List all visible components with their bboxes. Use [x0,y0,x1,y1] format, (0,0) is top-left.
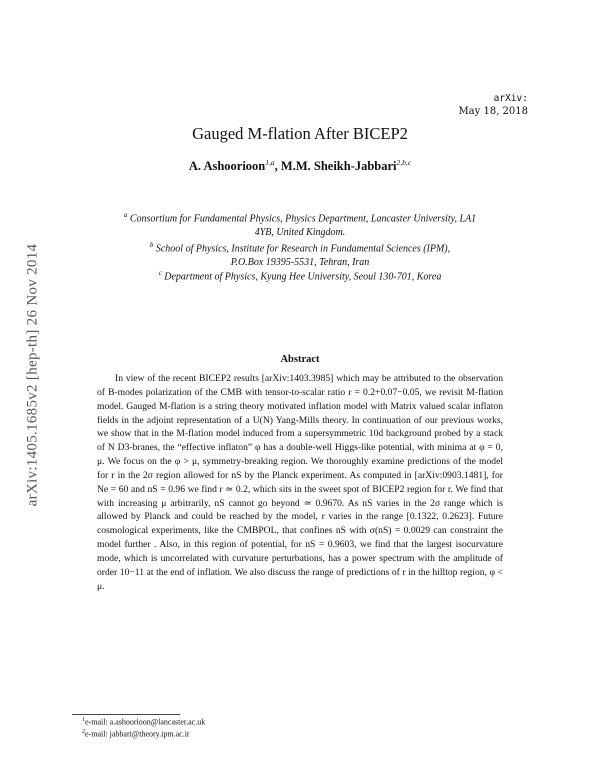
affiliation-line: Department of Physics, Kyung Hee University, Seoul 130-701, Korea [164,271,442,283]
abstract-heading: Abstract [280,354,320,365]
author-line: A. Ashoorioon$^{1,a}$, M.M. Sheikh-Jabbari$^{2,b,c}$ [188,158,412,174]
paper-title: Gauged M-flation After BICEP2 [192,124,408,143]
footnote-mark: 1 [82,717,85,723]
footnote-mark: 2 [82,729,85,735]
date-label: May 18, 2018 [458,106,528,117]
affiliation-a [60,208,540,240]
preprint-label: arXiv: [493,93,528,104]
footnote-2 [82,729,190,739]
author-name: A. Ashoorioon [188,159,266,174]
affiliation-mark: b [149,241,154,249]
footnote-text: e-mail: jabbari@theory.ipm.ac.ir [85,729,190,739]
affiliation-mark: c [158,269,162,277]
abstract-body: In view of the recent BICEP2 results [arXiv:1403.3985] which may be attributed to the observation of B-modes polarization of the CMB with tensor-to-scalar ratio r = 0.2+0.07−0.05, we revisit M-flation model. Gauged M-flation is a string theory motivated inflation model with Matrix valued scalar inflaton fields in the adjoint representation of a U(N) Yang-Mills theory. In continuation of our previous works, we show that in the M-flation model induced from a supersymmetric 10d background probed by a stack of N D3-branes, the “effective inflaton” φ has a double-well Higgs-like potential, with minima at φ = 0, μ. We focus on the φ > μ, symmetry-breaking region. We thoroughly examine predictions of the model for r in the 2σ region allowed for nS by the Planck experiment. As computed in [arXiv:0903.1481], for Ne = 60 and nS = 0.96 we find r ≃ 0.2, which sits in the sweet spot of BICEP2 region for r. We find that with increasing μ arbitrarily, nS cannot go beyond ≃ 0.9670. As nS varies in the 2σ range which is allowed by Planck and could be reached by the model, r varies in the range [0.1322, 0.2623]. Future cosmological experiments, like the CMBPOL, that confines nS with σ(nS) = 0.0029 can constraint the model further . Also, in this region of potential, for nS = 0.9603, we find that the largest isocurvature mode, which is uncorrelated with curvature perturbations, has a power spectrum with the amplitude of order 10−11 at the end of inflation. We also discuss the range of predictions of r in the hilltop region, φ < μ. [97,373,503,592]
affiliation-c [60,266,540,284]
affiliation-line: Consortium for Fundamental Physics, Physics Department, Lancaster University, LA1 [129,213,477,225]
footnote-text: e-mail: a.ashoorioon@lancaster.ac.uk [85,717,206,727]
author-mark: 1,a [265,158,275,167]
affiliation-line: 4YB, United Kingdom. [254,227,346,239]
footnote-rule [72,714,180,715]
affiliation-line: P.O.Box 19395-5531, Tehran, Iran [230,257,370,269]
footnote-1 [82,717,205,727]
arxiv-side-stamp [20,190,46,560]
affiliation-mark: a [123,211,128,219]
author-mark: 2,b,c [396,158,412,167]
arxiv-identifier: arXiv:1405.1685v2 [hep-th] 26 Nov 2014 [24,243,41,507]
affiliation-line: School of Physics, Institute for Research in Fundamental Sciences (IPM), [155,243,451,255]
author-name: M.M. Sheikh-Jabbari [280,159,397,174]
